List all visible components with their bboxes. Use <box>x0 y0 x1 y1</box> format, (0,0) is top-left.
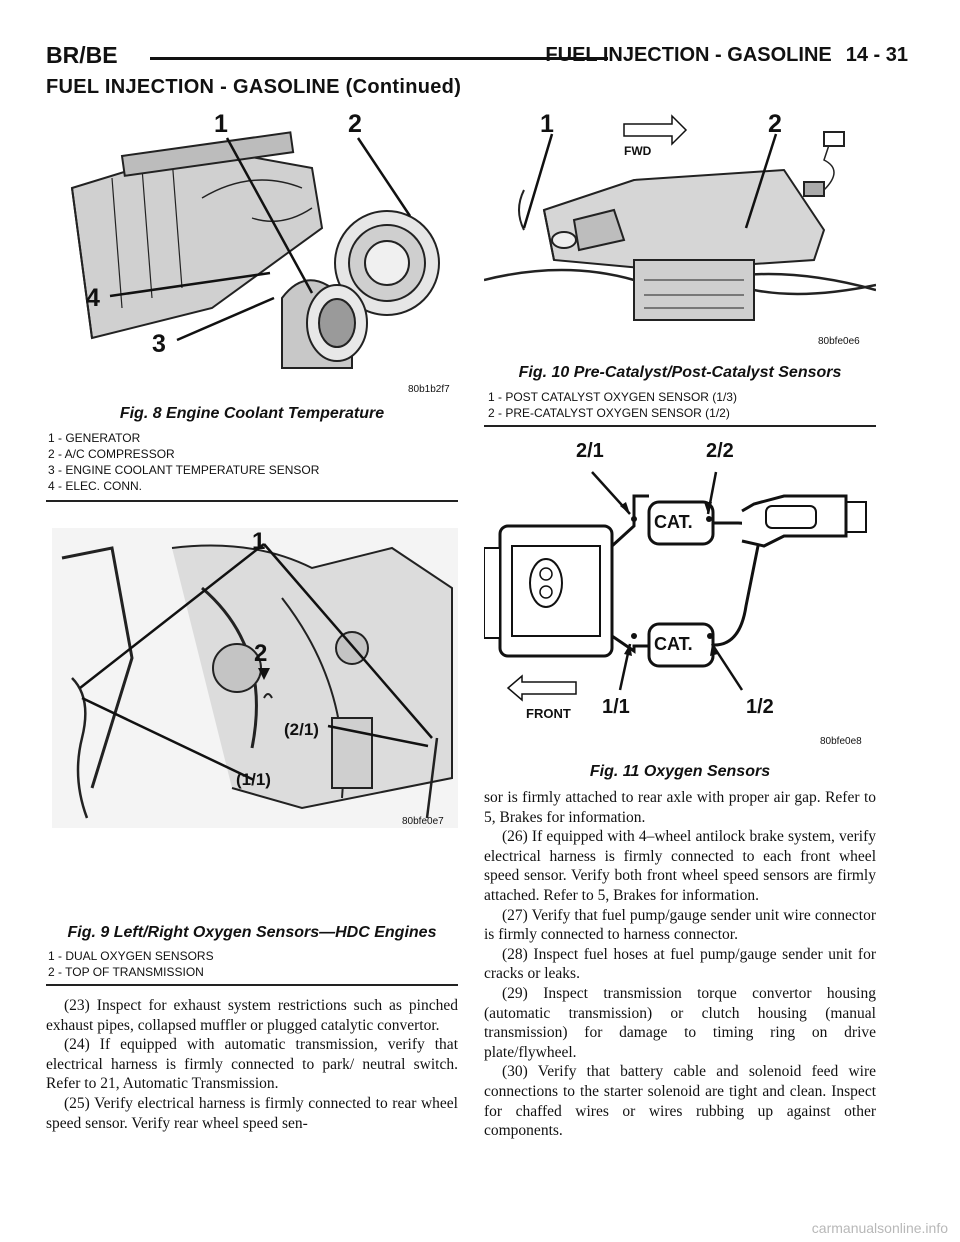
header-rule <box>150 57 608 60</box>
fig9-illustration <box>52 528 458 828</box>
catalyst-sensors-diagram <box>484 110 876 360</box>
engine-coolant-diagram <box>52 108 458 398</box>
figure-code: 80bfe0e7 <box>402 816 444 827</box>
page-number: 14 - 31 <box>845 44 908 66</box>
step-28: (28) Inspect fuel hoses at fuel pump/gauge sender unit for cracks or leaks. <box>484 945 876 983</box>
figure-code: 80b1b2f7 <box>408 384 450 395</box>
figure-code: 80bfe0e8 <box>820 736 862 747</box>
fig9-rule <box>46 984 458 986</box>
callout-2: 2 <box>768 110 782 138</box>
step-23: (23) Inspect for exhaust system restrictions such as pinched exhaust pipes, collapsed muffler or plugged catalytic convertor. <box>46 997 458 1034</box>
front-label: FRONT <box>526 706 571 721</box>
step-26: (26) If equipped with 4–wheel antilock brake system, verify electrical harness is firmly connected to each front wheel speed sensor. Verify both front wheel speed sensors are firmly attached. Refer to 5, Brakes for information. <box>484 828 876 904</box>
step-27: (27) Verify that fuel pump/gauge sender unit wire connector is firmly connected to harness connector. <box>484 906 876 944</box>
fig10-caption: Fig. 10 Pre-Catalyst/Post-Catalyst Sensors <box>518 364 842 381</box>
legend-item: 2 - TOP OF TRANSMISSION <box>48 965 204 979</box>
legend-item: 1 - DUAL OXYGEN SENSORS <box>48 949 214 963</box>
label-1-1: (1/1) <box>236 770 271 789</box>
step-25-continued: sor is firmly attached to rear axle with proper air gap. Refer to 5, Brakes for information. <box>484 789 876 826</box>
fig10-illustration <box>484 110 876 360</box>
label-2-1: 2/1 <box>576 440 604 462</box>
header-section-title: FUEL INJECTION - GASOLINE <box>545 44 832 66</box>
header-section <box>545 44 908 67</box>
label-1-1: 1/1 <box>602 696 630 718</box>
label-1-2: 1/2 <box>746 696 774 718</box>
step-24: (24) If equipped with automatic transmission, verify that electrical harness is firmly connected to park/ neutral switch. Refer to 21, Automatic Transmission. <box>46 1036 458 1093</box>
callout-2: 2 <box>254 640 268 667</box>
fig10-legend <box>488 389 737 421</box>
legend-item: 3 - ENGINE COOLANT TEMPERATURE SENSOR <box>48 463 320 477</box>
watermark[interactable]: carmanualsonline.info <box>811 1220 948 1236</box>
right-column-text <box>484 788 876 1141</box>
header-model: BR/BE <box>46 42 118 68</box>
callout-3: 3 <box>152 330 166 358</box>
callout-1: 1 <box>214 110 228 138</box>
callout-1: 1 <box>252 528 266 555</box>
fig8-legend <box>48 430 319 494</box>
figure-code: 80bfe0e6 <box>818 336 860 347</box>
fig10-rule <box>484 425 876 427</box>
legend-item: 1 - GENERATOR <box>48 431 141 445</box>
callout-1: 1 <box>540 110 554 138</box>
fig11-caption: Fig. 11 Oxygen Sensors <box>589 763 771 780</box>
fig8-illustration <box>52 108 458 398</box>
section-title: FUEL INJECTION - GASOLINE (Continued) <box>46 76 462 98</box>
step-30: (30) Verify that battery cable and solenoid feed wire connections to the starter solenoid are tight and clean. Inspect for chaffed wires or wires rubbing up against other components. <box>484 1063 876 1140</box>
callout-4: 4 <box>86 284 100 312</box>
fig11-illustration <box>484 436 876 756</box>
label-2-2: 2/2 <box>706 440 734 462</box>
step-25: (25) Verify electrical harness is firmly connected to rear wheel speed sensor. Verify rear wheel speed sen- <box>46 1094 458 1132</box>
legend-item: 2 - A/C COMPRESSOR <box>48 447 175 461</box>
step-29: (29) Inspect transmission torque convertor housing (automatic transmission) or clutch housing (manual transmission) for damage to timing ring on drive plate/flywheel. <box>484 984 876 1061</box>
fwd-label: FWD <box>624 144 652 158</box>
legend-item: 1 - POST CATALYST OXYGEN SENSOR (1/3) <box>488 390 737 404</box>
label-2-1: (2/1) <box>284 720 319 739</box>
cat-label-bottom: CAT. <box>654 634 693 654</box>
fig9-caption: Fig. 9 Left/Right Oxygen Sensors—HDC Engines <box>67 924 437 941</box>
cat-label-top: CAT. <box>654 512 693 532</box>
left-column-text <box>46 996 458 1133</box>
legend-item: 2 - PRE-CATALYST OXYGEN SENSOR (1/2) <box>488 406 730 420</box>
fig9-legend <box>48 948 214 980</box>
fig8-caption: Fig. 8 Engine Coolant Temperature <box>119 405 385 422</box>
callout-2: 2 <box>348 110 362 138</box>
fig8-rule <box>46 500 458 502</box>
legend-item: 4 - ELEC. CONN. <box>48 479 143 493</box>
